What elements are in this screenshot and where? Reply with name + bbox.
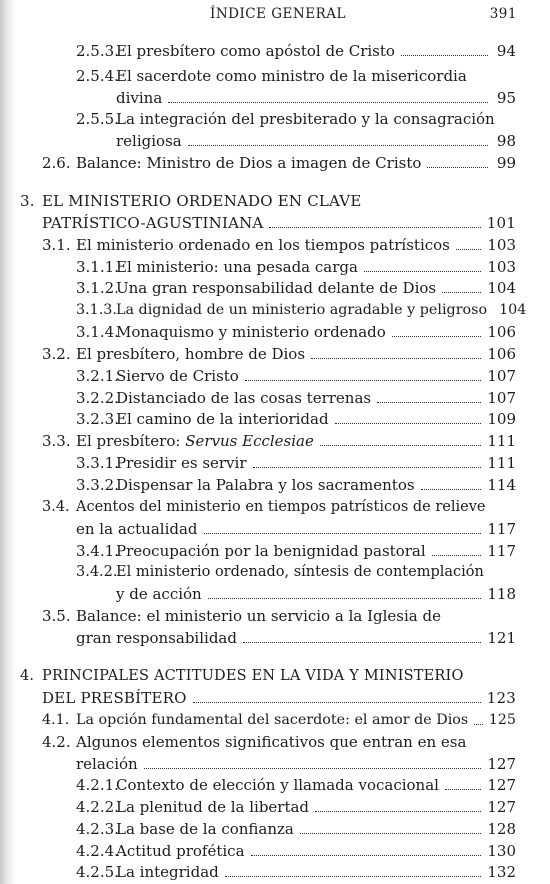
toc-entry-title: Algunos elementos significativos que entran en esa	[76, 733, 467, 751]
toc-entry-number: 3.2.2.	[76, 389, 119, 407]
toc-entry-page: 103	[487, 258, 516, 276]
toc-entry-page: 103	[487, 236, 516, 254]
toc-entry-page: 104	[499, 302, 527, 318]
toc-entry-number: 3.4.2.	[76, 564, 118, 580]
toc-entry-page: 127	[487, 798, 516, 816]
toc-entry-page: 94	[496, 42, 516, 60]
toc-entry-page: 106	[487, 345, 516, 363]
toc-leader-dots	[364, 271, 481, 272]
toc-entry	[76, 818, 516, 840]
toc-entry-title: El ministerio: una pesada carga	[116, 258, 358, 276]
toc-chapter-title: PATRÍSTICO-AGUSTINIANA	[42, 214, 264, 232]
toc-entry-title-italic: Servus Ecclesiae	[185, 432, 314, 450]
toc-entry-page: 111	[487, 432, 516, 450]
toc-entry-continuation	[116, 87, 516, 109]
toc-entry	[42, 496, 516, 518]
toc-entry-page: 117	[487, 520, 516, 538]
toc-entry-title: El presbítero, hombre de Dios	[76, 345, 306, 363]
toc-entry	[76, 256, 516, 278]
toc-leader-dots	[427, 167, 488, 168]
toc-leader-dots	[208, 598, 482, 599]
toc-leader-dots	[335, 423, 482, 424]
toc-entry-title: Presidir es servir	[116, 454, 247, 472]
toc-entry	[76, 452, 516, 474]
toc-entry-number: 3.4.1.	[76, 542, 119, 560]
toc-entry	[76, 474, 516, 496]
toc-entry-number: 3.3.2.	[76, 476, 119, 494]
toc-entry-number: 4.2.3.	[76, 820, 119, 838]
toc-leader-dots	[193, 702, 481, 703]
toc-leader-dots	[300, 833, 481, 834]
toc-entry-number: 3.1.1.	[76, 258, 119, 276]
toc-entry-continuation	[76, 753, 516, 775]
toc-leader-dots	[168, 102, 488, 103]
toc-entry-title: La dignidad de un ministerio agradable y peligroso	[116, 302, 488, 318]
toc-leader-dots	[204, 533, 482, 534]
toc-entry-title: Dispensar la Palabra y los sacramentos	[116, 476, 415, 494]
toc-entry-page: 128	[487, 820, 516, 838]
toc-entry-page: 127	[487, 776, 516, 794]
toc-chapter-continuation	[42, 687, 516, 709]
toc-entry-page: 117	[487, 542, 516, 560]
toc-entry-title: y de acción	[116, 585, 202, 603]
toc-entry-page: 99	[496, 154, 516, 172]
toc-entry-title: El ministerio ordenado en los tiempos patrísticos	[76, 236, 450, 254]
toc-entry-title: La plenitud de la libertad	[116, 798, 310, 816]
toc-entry	[76, 65, 516, 87]
toc-entry-page: 107	[487, 367, 516, 385]
toc-chapter	[20, 190, 516, 212]
toc-leader-dots	[445, 789, 481, 790]
toc-leader-dots	[421, 489, 482, 490]
toc-chapter-number: 3.	[20, 192, 35, 210]
toc-entry	[42, 709, 516, 731]
toc-entry	[76, 40, 516, 62]
toc-entry	[42, 152, 516, 174]
toc-entry-title: Actitud profética	[116, 842, 245, 860]
toc-entry-number: 3.1.4.	[76, 323, 119, 341]
toc-entry-page: 107	[487, 389, 516, 407]
toc-entry-number: 3.2.	[42, 345, 71, 363]
toc-entry-page: 127	[487, 755, 516, 773]
toc-entry-title: relación	[76, 755, 138, 773]
toc-entry	[76, 299, 527, 321]
toc-entry-title: Acentos del ministerio en tiempos patrísticos de relieve	[76, 499, 486, 515]
toc-entry-number: 3.3.1.	[76, 454, 119, 472]
toc-entry-page: 125	[488, 712, 516, 728]
toc-entry-page: 121	[487, 629, 516, 647]
header-page-number: 391	[489, 6, 517, 22]
toc-entry-title: Siervo de Cristo	[116, 367, 239, 385]
toc-entry-title: La integración del presbiterado y la consagración	[116, 110, 495, 128]
toc-entry-number: 3.2.3.	[76, 410, 119, 428]
toc-entry-page: 98	[496, 132, 516, 150]
toc-entry	[42, 343, 516, 365]
toc-entry	[76, 387, 516, 409]
toc-entry-title: Contexto de elección y llamada vocacional	[116, 776, 439, 794]
toc-entry	[76, 561, 516, 583]
toc-entry-title: El presbítero:	[76, 432, 186, 450]
toc-entry	[76, 861, 516, 883]
toc-entry-title: Balance: el ministerio un servicio a la Iglesia de	[76, 607, 441, 625]
toc-entry	[76, 108, 516, 130]
toc-entry-number: 3.2.1.	[76, 367, 119, 385]
toc-entry-title: Balance: Ministro de Dios a imagen de Cristo	[76, 154, 422, 172]
toc-leader-dots	[243, 642, 481, 643]
toc-entry-number: 3.1.3.	[76, 302, 117, 318]
toc-entry-number: 3.5.	[42, 607, 71, 625]
toc-entry-page: 101	[486, 214, 516, 232]
toc-entry	[42, 731, 516, 753]
toc-entry-title: La integridad	[116, 863, 219, 881]
toc-entry-page: 118	[487, 585, 516, 603]
toc-entry-number: 4.2.2.	[76, 798, 119, 816]
toc-leader-dots	[311, 358, 481, 359]
toc-chapter-title: DEL PRESBÍTERO	[42, 689, 187, 707]
toc-chapter	[20, 665, 516, 687]
toc-entry-page: 114	[487, 476, 516, 494]
toc-entry	[76, 365, 516, 387]
toc-entry-page: 95	[496, 89, 516, 107]
toc-leader-dots	[251, 855, 482, 856]
toc-entry-title: El camino de la interioridad	[116, 410, 329, 428]
toc-entry-continuation	[76, 518, 516, 540]
toc-entry	[76, 796, 516, 818]
header-title: ÍNDICE GENERAL	[210, 6, 346, 22]
toc-entry-number: 4.2.5.	[76, 863, 119, 881]
toc-entry-number: 2.6.	[42, 154, 71, 172]
toc-entry-title: El ministerio ordenado, síntesis de contemplación	[116, 564, 484, 580]
toc-entry	[76, 408, 516, 430]
toc-entry-title: La base de la confianza	[116, 820, 294, 838]
toc-entry-title: en la actualidad	[76, 520, 198, 538]
toc-leader-dots	[245, 380, 482, 381]
toc-entry-number: 3.4.	[42, 499, 70, 515]
toc-chapter-number: 4.	[20, 668, 35, 684]
toc-entry-title: El sacerdote como ministro de la misericordia	[116, 67, 467, 85]
toc-entry-title: Monaquismo y ministerio ordenado	[116, 323, 386, 341]
toc-entry-title: gran responsabilidad	[76, 629, 237, 647]
toc-leader-dots	[144, 768, 482, 769]
toc-entry	[42, 605, 516, 627]
toc-entry-title: Preocupación por la benignidad pastoral	[116, 542, 426, 560]
toc-leader-dots	[253, 467, 482, 468]
toc-leader-dots	[432, 555, 482, 556]
toc-entry-title: Distanciado de las cosas terrenas	[116, 389, 372, 407]
toc-entry	[76, 540, 516, 562]
toc-entry-title: El presbítero como apóstol de Cristo	[116, 42, 395, 60]
toc-entry-continuation	[116, 130, 516, 152]
toc-leader-dots	[392, 336, 482, 337]
toc-leader-dots	[225, 876, 482, 877]
toc-leader-dots	[377, 402, 481, 403]
toc-leader-dots	[442, 292, 481, 293]
toc-entry	[76, 277, 516, 299]
toc-entry-page: 104	[487, 279, 516, 297]
toc-leader-dots	[188, 145, 488, 146]
toc-entry-title: La opción fundamental del sacerdote: el amor de Dios	[76, 712, 469, 728]
toc-entry-page: 132	[487, 863, 516, 881]
toc-entry-title: religiosa	[116, 132, 182, 150]
toc-entry-page: 123	[486, 689, 516, 707]
toc-entry-title: Una gran responsabilidad delante de Dios	[116, 279, 437, 297]
toc-leader-dots	[269, 227, 480, 228]
toc-entry-number: 4.1.	[42, 712, 70, 728]
toc-entry-number: 2.5.4.	[76, 67, 119, 85]
toc-entry-number: 2.5.3.	[76, 42, 119, 60]
toc-leader-dots	[456, 249, 481, 250]
toc-entry-number: 4.2.4.	[76, 842, 119, 860]
toc-chapter-continuation	[42, 212, 516, 234]
toc-entry-continuation	[116, 583, 516, 605]
toc-entry-number: 3.1.	[42, 236, 71, 254]
toc-chapter-title: PRINCIPALES ACTITUDES EN LA VIDA Y MINISTERIO	[42, 668, 464, 684]
toc-entry-number: 3.1.2.	[76, 279, 119, 297]
toc-entry	[42, 234, 516, 256]
toc-entry-page: 106	[487, 323, 516, 341]
toc-entry-number: 3.3.	[42, 432, 71, 450]
toc-entry-page: 109	[487, 410, 516, 428]
toc-chapter-title: EL MINISTERIO ORDENADO EN CLAVE	[42, 192, 362, 210]
toc-leader-dots	[474, 724, 482, 725]
toc-leader-dots	[315, 811, 481, 812]
toc-entry-number: 2.5.5.	[76, 110, 119, 128]
toc-entry-number: 4.2.1.	[76, 776, 119, 794]
toc-entry-page: 130	[487, 842, 516, 860]
toc-entry	[76, 774, 516, 796]
toc-entry-number: 4.2.	[42, 733, 71, 751]
toc-entry	[42, 430, 516, 452]
toc-entry	[76, 321, 516, 343]
toc-entry-continuation	[76, 627, 516, 649]
toc-entry-page: 111	[487, 454, 516, 472]
toc-leader-dots	[401, 55, 488, 56]
toc-leader-dots	[320, 445, 481, 446]
toc-entry-title: divina	[116, 89, 163, 107]
toc-entry	[76, 840, 516, 862]
